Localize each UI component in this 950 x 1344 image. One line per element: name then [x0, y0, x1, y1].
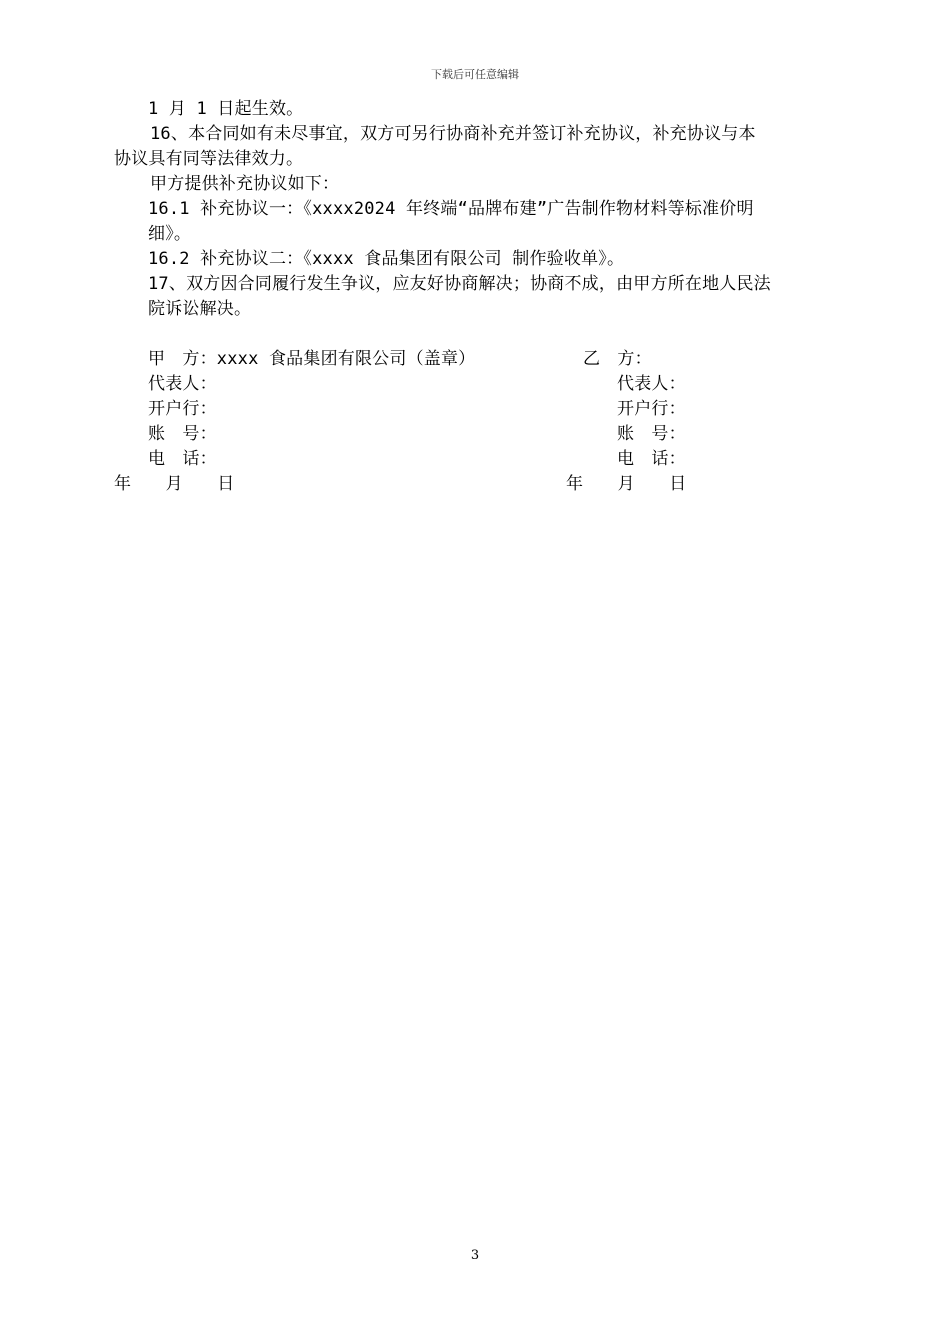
- page-number: 3: [470, 1248, 480, 1263]
- party-a-date: 年 月 日: [114, 474, 235, 494]
- party-a-phone: 电 话：: [148, 449, 217, 469]
- party-b-date: 年 月 日: [566, 474, 687, 494]
- supplement-16-2: 16.2 补充协议二：《xxxx 食品集团有限公司 制作验收单》。: [148, 249, 625, 269]
- clause-17-line-2: 院诉讼解决。: [148, 299, 252, 319]
- clause-effective-date: 1 月 1 日起生效。: [148, 99, 304, 119]
- party-a-representative: 代表人：: [148, 374, 217, 394]
- party-a-name: 甲 方：xxxx 食品集团有限公司（盖章）: [148, 349, 476, 369]
- party-b-phone: 电 话：: [617, 449, 686, 469]
- party-a-bank: 开户行：: [148, 399, 217, 419]
- supplement-intro: 甲方提供补充协议如下：: [150, 174, 340, 194]
- party-a-account: 账 号：: [148, 424, 217, 444]
- supplement-16-1-line-1: 16.1 补充协议一：《xxxx2024 年终端“品牌布建”广告制作物材料等标准价明: [148, 199, 754, 219]
- clause-16-line-2: 协议具有同等法律效力。: [114, 149, 304, 169]
- party-b-bank: 开户行：: [617, 399, 686, 419]
- header-note: 下载后可任意编辑: [431, 68, 519, 81]
- clause-17-line-1: 17、双方因合同履行发生争议，应友好协商解决；协商不成，由甲方所在地人民法: [148, 274, 771, 294]
- party-b-name: 乙 方：: [583, 349, 652, 369]
- party-b-representative: 代表人：: [617, 374, 686, 394]
- supplement-16-1-line-2: 细》。: [148, 224, 192, 244]
- clause-16-line-1: 16、本合同如有未尽事宜，双方可另行协商补充并签订补充协议，补充协议与本: [150, 124, 756, 144]
- party-b-account: 账 号：: [617, 424, 686, 444]
